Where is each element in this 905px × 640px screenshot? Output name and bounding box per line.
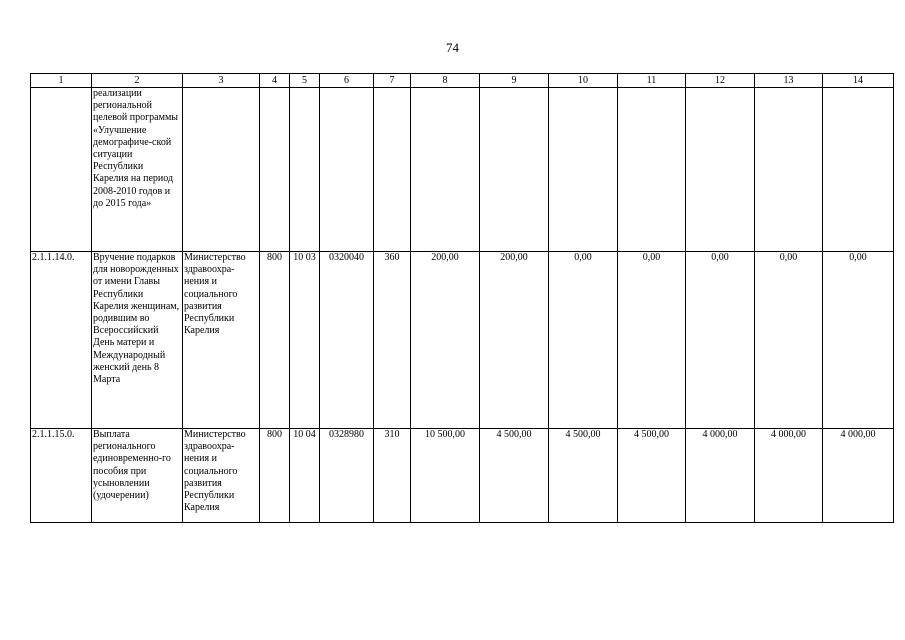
column-header: 10 — [549, 74, 618, 88]
cell-value — [686, 88, 755, 252]
cell-executor: Министерство здравоохра-нения и социального развития Республики Карелия — [183, 252, 260, 429]
column-header: 1 — [31, 74, 92, 88]
cell-value — [755, 88, 823, 252]
cell-value: 10 04 — [290, 429, 320, 523]
cell-value: 0,00 — [618, 252, 686, 429]
cell-value — [260, 88, 290, 252]
cell-value — [480, 88, 549, 252]
page-number: 74 — [446, 40, 459, 55]
cell-description: Выплата регионального единовременно-го пособия при усыновлении (удочерении) — [92, 429, 183, 523]
cell-value: 800 — [260, 429, 290, 523]
cell-code: 2.1.1.15.0. — [31, 429, 92, 523]
cell-value: 4 500,00 — [480, 429, 549, 523]
table-row — [31, 429, 894, 523]
table-row — [31, 88, 894, 252]
cell-value — [320, 88, 374, 252]
cell-value — [374, 88, 411, 252]
cell-value: 4 500,00 — [549, 429, 618, 523]
cell-value: 0,00 — [823, 252, 894, 429]
cell-executor: Министерство здравоохра-нения и социального развития Республики Карелия — [183, 429, 260, 523]
budget-table — [30, 73, 894, 523]
column-header: 3 — [183, 74, 260, 88]
cell-value: 0328980 — [320, 429, 374, 523]
cell-value: 0,00 — [549, 252, 618, 429]
cell-value — [411, 88, 480, 252]
cell-code — [31, 88, 92, 252]
cell-value: 310 — [374, 429, 411, 523]
column-header: 9 — [480, 74, 549, 88]
cell-value: 4 000,00 — [755, 429, 823, 523]
cell-value: 4 000,00 — [686, 429, 755, 523]
cell-code: 2.1.1.14.0. — [31, 252, 92, 429]
cell-value: 200,00 — [480, 252, 549, 429]
cell-description: Вручение подарков для новорожденных от имени Главы Республики Карелия женщинам, родившим во Всероссийский День матери и Международный женский день 8 Марта — [92, 252, 183, 429]
cell-value: 200,00 — [411, 252, 480, 429]
column-header: 7 — [374, 74, 411, 88]
table-row — [31, 252, 894, 429]
column-header: 12 — [686, 74, 755, 88]
column-header: 11 — [618, 74, 686, 88]
cell-value: 10 500,00 — [411, 429, 480, 523]
cell-value: 360 — [374, 252, 411, 429]
column-header: 8 — [411, 74, 480, 88]
cell-value: 4 500,00 — [618, 429, 686, 523]
cell-value: 0,00 — [686, 252, 755, 429]
cell-value: 4 000,00 — [823, 429, 894, 523]
column-header: 14 — [823, 74, 894, 88]
column-header: 4 — [260, 74, 290, 88]
cell-value: 10 03 — [290, 252, 320, 429]
column-header: 5 — [290, 74, 320, 88]
cell-value: 0,00 — [755, 252, 823, 429]
cell-value: 800 — [260, 252, 290, 429]
cell-value — [290, 88, 320, 252]
column-header: 2 — [92, 74, 183, 88]
cell-value: 0320040 — [320, 252, 374, 429]
column-header: 13 — [755, 74, 823, 88]
cell-value — [823, 88, 894, 252]
cell-value — [618, 88, 686, 252]
cell-value — [549, 88, 618, 252]
header-row — [31, 74, 894, 88]
cell-description: реализации региональной целевой программы «Улучшение демографиче-ской ситуации Республики Карелия на период 2008-2010 годов и до 2015 года» — [92, 88, 183, 252]
cell-executor — [183, 88, 260, 252]
column-header: 6 — [320, 74, 374, 88]
